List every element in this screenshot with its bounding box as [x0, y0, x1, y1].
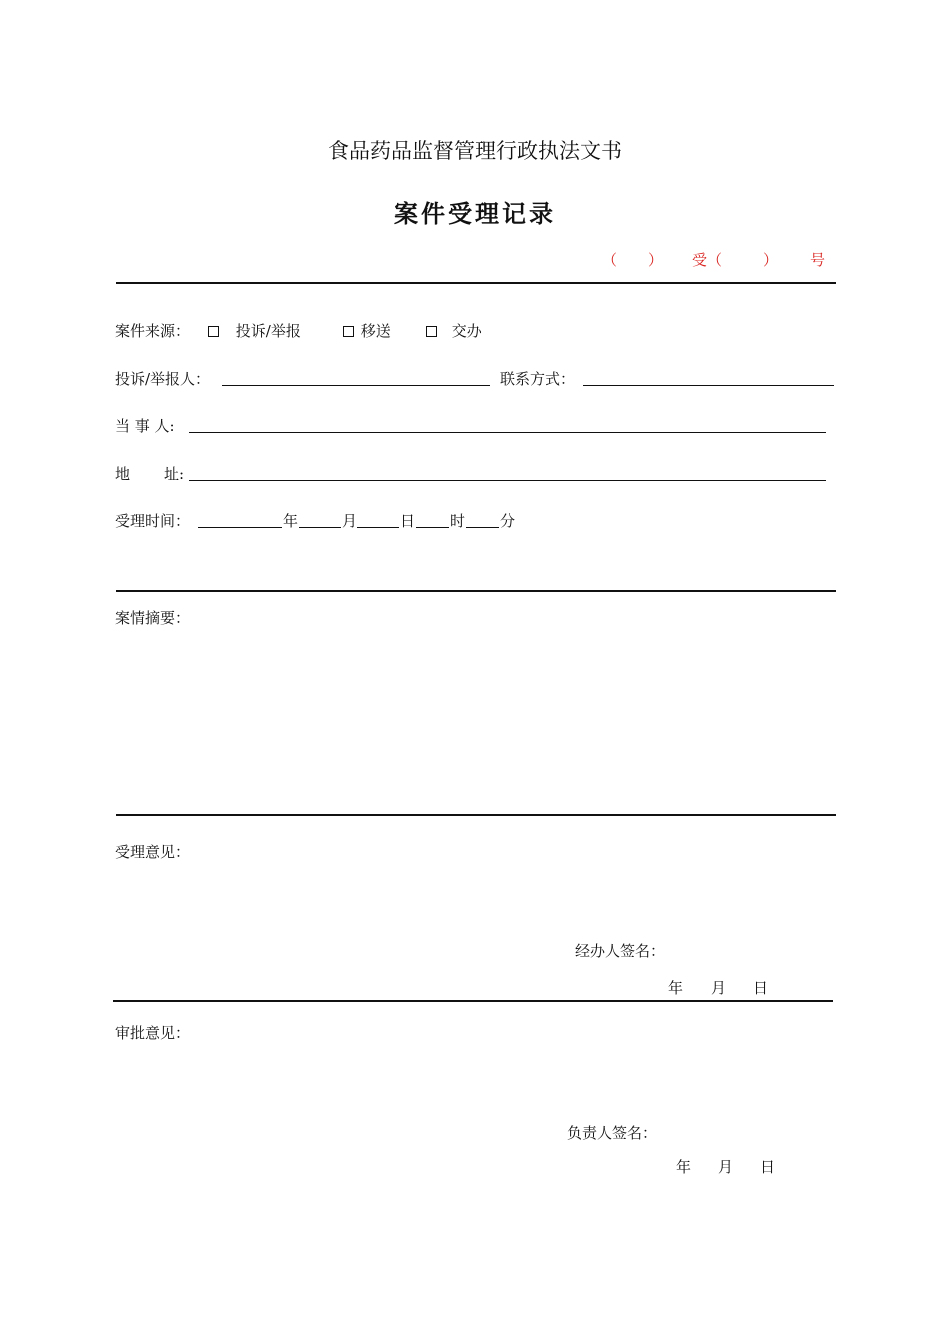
doc-number-close-paren-1: ） — [648, 251, 664, 269]
accept-year-label: 年 — [283, 512, 299, 530]
agency-title: 食品药品监督管理行政执法文书 — [328, 139, 622, 163]
accept-year-field[interactable] — [198, 527, 282, 528]
address-field[interactable] — [189, 480, 826, 481]
approval-date-year: 年 — [676, 1158, 692, 1176]
document-title: 案件受理记录 — [394, 200, 556, 228]
checkbox-icon[interactable] — [208, 326, 219, 337]
checkbox-icon[interactable] — [343, 326, 354, 337]
accept-day-label: 日 — [400, 512, 416, 530]
divider-before-approval — [113, 1000, 833, 1002]
doc-number-hao: 号 — [810, 251, 826, 269]
contact-field[interactable] — [583, 385, 834, 386]
contact-label: 联系方式： — [500, 370, 576, 388]
address-label-1: 地 — [115, 465, 131, 483]
complainant-field[interactable] — [222, 385, 490, 386]
approval-opinion-label: 审批意见： — [115, 1024, 191, 1042]
accept-minute-label: 分 — [500, 512, 516, 530]
accept-minute-field[interactable] — [466, 527, 499, 528]
complainant-label: 投诉/举报人： — [115, 370, 211, 388]
accept-hour-field[interactable] — [416, 527, 449, 528]
acceptance-opinion-area[interactable] — [115, 866, 835, 932]
approval-opinion-area[interactable] — [115, 1046, 835, 1116]
acceptance-date-year: 年 — [668, 979, 684, 997]
accept-day-field[interactable] — [357, 527, 399, 528]
case-summary-label: 案情摘要： — [115, 609, 191, 627]
case-source-option-assigned[interactable] — [426, 322, 482, 340]
acceptance-date-day: 日 — [753, 979, 769, 997]
acceptance-opinion-label: 受理意见： — [115, 843, 191, 861]
approval-date-day: 日 — [760, 1158, 776, 1176]
accept-month-field[interactable] — [299, 527, 341, 528]
accept-hour-label: 时 — [450, 512, 466, 530]
doc-number-close-paren-2: ） — [763, 251, 779, 269]
checkbox-icon[interactable] — [426, 326, 437, 337]
accept-time-label: 受理时间： — [115, 512, 191, 530]
approval-date-month: 月 — [718, 1158, 734, 1176]
doc-number-shou: 受（ — [692, 251, 723, 269]
handler-signature-label: 经办人签名： — [575, 942, 666, 960]
divider-before-acceptance — [116, 814, 836, 816]
case-source-option-complaint[interactable] — [208, 322, 301, 340]
option-label: 移送 — [360, 322, 391, 340]
divider-before-summary — [116, 590, 836, 592]
option-label: 交办 — [451, 322, 482, 340]
case-source-label: 案件来源： — [115, 322, 191, 340]
party-label: 当 事 人: — [115, 417, 175, 435]
address-label-2: 址: — [164, 465, 185, 483]
divider-header — [116, 282, 836, 284]
case-summary-area[interactable] — [115, 632, 835, 810]
accept-month-label: 月 — [342, 512, 358, 530]
acceptance-date-month: 月 — [711, 979, 727, 997]
doc-number-open-paren-1: （ — [602, 251, 618, 269]
party-field[interactable] — [189, 432, 826, 433]
option-label: 投诉/举报 — [235, 322, 301, 340]
case-source-option-transfer[interactable] — [343, 322, 391, 340]
supervisor-signature-label: 负责人签名： — [567, 1124, 658, 1142]
